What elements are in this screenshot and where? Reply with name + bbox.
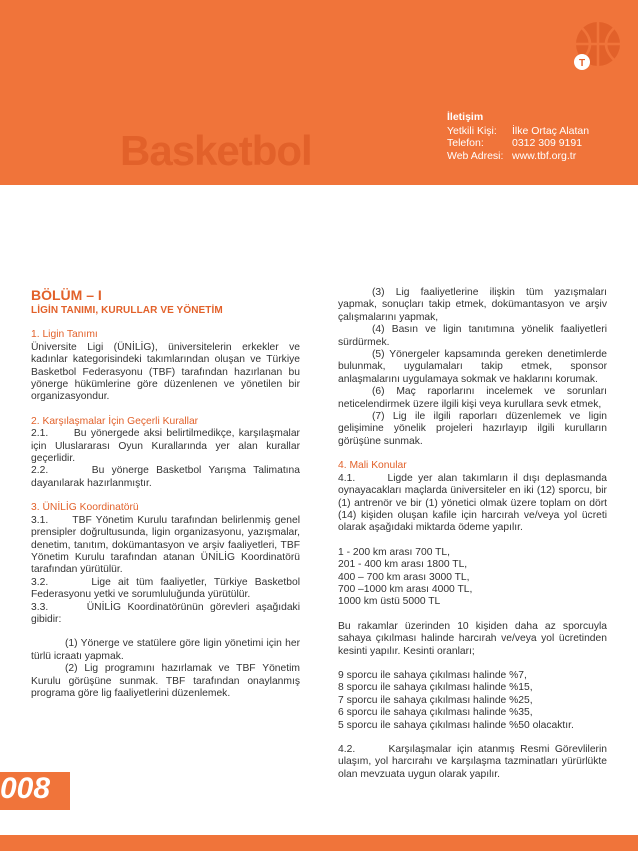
section-heading: 1. Ligin Tanımı [31, 329, 98, 341]
contact-label: Telefon: [447, 137, 484, 149]
section-heading: 2. Karşılaşmalar İçin Geçerli Kurallar [31, 415, 199, 427]
list-item: 700 –1000 km arası 4000 TL, [338, 583, 473, 595]
page-number: 008 [0, 772, 51, 805]
basketball-logo-icon [560, 10, 632, 82]
contact-row [447, 125, 627, 138]
paragraph: Üniversite Ligi (ÜNİLİG), üniversitelerin erkekler ve kadınlar kategorisindeki takımlarından oluşan ve Türkiye Basketbol Federasyonu (TBF) tarafından hazırlanan bu yönerge hükümlerine göre düzenlenen ve yönetilen bir organizasyondur. [31, 341, 300, 403]
contact-phone[interactable]: 0312 309 9191 [512, 137, 583, 149]
paragraph: 4.2. Karşılaşmalar için atanmış Resmi Görevlilerin ulaşım, yol harcırahı ve karşılaşma tazminatları yürürlükte olan mevzuata uygun olarak yapılır. [338, 744, 607, 780]
section-heading: 3. ÜNİLİG Koordinatörü [31, 502, 139, 514]
list-item: (3) Lig faaliyetlerine ilişkin tüm yazışmaları yapmak, sonuçları takip etmek, dokümantasyon ve arşiv çalışmalarını yapmak, [338, 287, 607, 323]
right-column [338, 287, 607, 781]
left-column [31, 287, 300, 700]
paragraph: 3.1. TBF Yönetim Kurulu tarafından belirlenmiş genel prensipler doğrultusunda, ligin organizasyonu, yazışmalar, denetim, tanıtım, dokümantasyon ve arşiv faaliyetleri, TBF Yönetim Kurulu tarafından atanan ÜNİLİG Koordinatörü tarafından yürütülür. [31, 514, 300, 576]
list-item: 400 – 700 km arası 3000 TL, [338, 571, 470, 583]
paragraph: 2.2. Bu yönerge Basketbol Yarışma Talimatına dayanılarak hazırlanmıştır. [31, 465, 300, 489]
paragraph: 4.1. Ligde yer alan takımların il dışı deplasmanda oynayacakları maçlarda üniversiteler en iki (12) sporcu, bir (1) antrenör ve bir (1) yönetici olmak üzere toplam on dört (14) kişiden oluşan kafile için harcırah ve/veya yol ücreti olarak aşağıdaki miktarda ödeme yapılır. [338, 472, 607, 534]
list-item: (7) Lig ile ilgili raporları düzenlemek ve ligin gelişimine yönelik projeleri hazırlayıp ilgili kurulların görüşüne sunmak. [338, 411, 607, 447]
paragraph: 3.3. ÜNİLİG Koordinatörünün görevleri aşağıdaki gibidir: [31, 601, 300, 625]
list-item: (6) Maç raporlarını incelemek ve sorunları neticelendirmek üzere ilgili kişi veya kurullara sevk etmek, [338, 386, 607, 410]
list-item: 7 sporcu ile sahaya çıkılması halinde %25, [338, 694, 533, 706]
deduction-list [338, 670, 607, 732]
paragraph: Bu rakamlar üzerinden 10 kişiden daha az sporcuyla sahaya çıkılması halinde harcırah ve/veya yol ücretinden kesinti yapılır. Kesinti oranları; [338, 620, 607, 657]
list-item: (5) Yönergeler kapsamında gereken denetimlerde bulunmak, uygulamaları takip etmek, sponsor anlaşmalarını uygulamaya sokmak ve haklarını korumak. [338, 349, 607, 385]
list-item: 1 - 200 km arası 700 TL, [338, 546, 450, 558]
contact-label: Web Adresi: [447, 149, 504, 162]
contact-row [447, 137, 627, 150]
chapter-subtitle: LİGİN TANIMI, KURULLAR VE YÖNETİM [31, 305, 223, 316]
list-item: 5 sporcu ile sahaya çıkılması halinde %50 olacaktır. [338, 719, 574, 731]
svg-text:T: T [578, 58, 586, 69]
list-item: (1) Yönerge ve statülere göre ligin yönetimi için her türlü icraatı yapmak. [31, 638, 300, 662]
paragraph: 2.1. Bu yönergede aksi belirtilmedikçe, karşılaşmalar için Uluslararası Oyun Kurallarında yer alan kurallar geçerlidir. [31, 428, 300, 465]
contact-person: İlke Ortaç Alatan [512, 124, 590, 137]
list-item: 201 - 400 km arası 1800 TL, [338, 559, 468, 571]
list-item: (4) Basın ve ligin tanıtımına yönelik faaliyetleri sürdürmek. [338, 324, 607, 348]
contact-row [447, 150, 627, 163]
distance-fee-list [338, 547, 607, 609]
footer-band [0, 835, 638, 851]
list-item: 6 sporcu ile sahaya çıkılması halinde %35, [338, 707, 533, 719]
contact-heading: İletişim [447, 111, 484, 123]
list-item: 1000 km üstü 5000 TL [338, 596, 441, 608]
list-item: 8 sporcu ile sahaya çıkılması halinde %15, [338, 682, 533, 694]
contact-website-link[interactable]: www.tbf.org.tr [512, 149, 577, 162]
chapter-title: BÖLÜM – I [31, 287, 102, 303]
brand-title: Basketbol [120, 127, 312, 174]
list-item: 9 sporcu ile sahaya çıkılması halinde %7, [338, 669, 527, 681]
contact-block [447, 111, 627, 162]
list-item: (2) Lig programını hazırlamak ve TBF Yönetim Kurulu görüşüne sunmak. TBF tarafından onaylanmış programa göre lig faaliyetlerini düzenlemek. [31, 663, 300, 699]
paragraph: 3.2. Lige ait tüm faaliyetler, Türkiye Basketbol Federasyonu yetki ve sorumluluğunda yürütülür. [31, 576, 300, 601]
contact-label: Yetkili Kişi: [447, 124, 497, 137]
section-heading: 4. Mali Konular [338, 460, 407, 472]
